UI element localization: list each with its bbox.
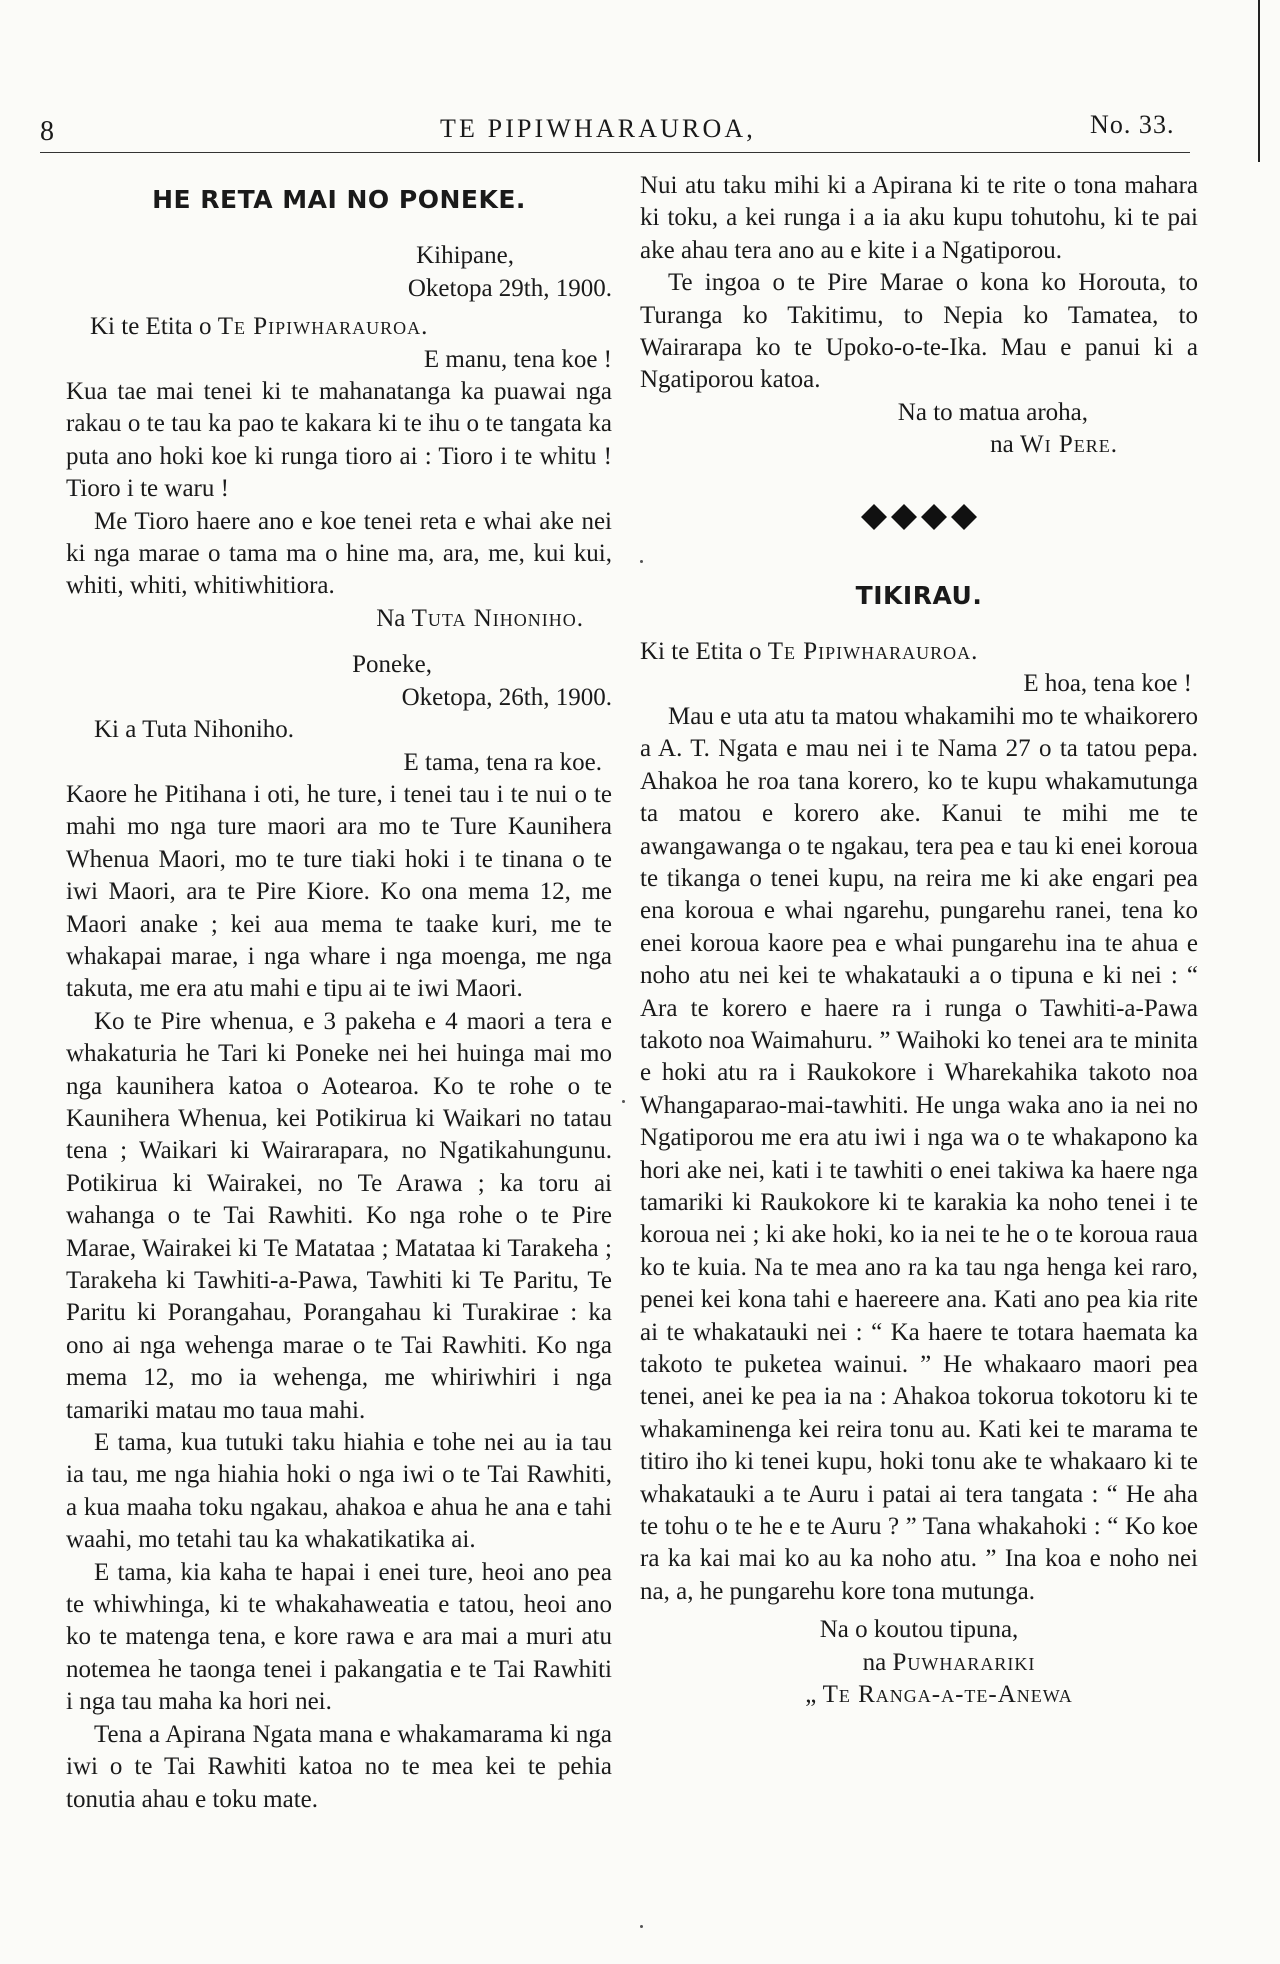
page-edge-rule	[1258, 0, 1260, 162]
letter1-addressee-name: Te Pipiwharauroa.	[217, 313, 429, 341]
letter1-greeting: E manu, tena koe !	[423, 345, 612, 373]
header-rule	[40, 152, 1190, 153]
letter2-closing: Na to matua aroha,	[897, 398, 1088, 426]
letter2-signature-prefix: na	[990, 431, 1014, 459]
letter1-addressee-prefix: Ki te Etita o	[90, 313, 212, 341]
page-number: 8	[40, 116, 54, 147]
letter2-addressee: Ki a Tuta Nihoniho.	[94, 716, 295, 744]
letter3-signature-1-prefix: na	[862, 1648, 887, 1676]
letter3-addressee-prefix: Ki te Etita o	[640, 638, 762, 666]
diamond-ornament-icon	[951, 504, 977, 530]
letter3-closing: Na o koutou tipuna,	[819, 1616, 1019, 1644]
stray-dot	[622, 1100, 625, 1103]
letter2-signature	[640, 429, 1198, 461]
diamond-ornament-icon	[861, 504, 887, 530]
letter2-paragraph-3: E tama, kua tutuki taku hiahia e tohe nei au ia tau ia tau, me nga hiahia hoki o nga iwi o te Tai Rawhiti, a kua maaha toku ngakau, ahakoa e ahua he ana e tahi waahi, mo tetahi tau ka whakatikatika ai.	[66, 1429, 612, 1554]
stray-dot	[640, 1925, 643, 1928]
letter3-greeting: E hoa, tena koe !	[1023, 670, 1192, 698]
letter3-signature-1	[640, 1647, 1198, 1679]
letter1-place: Kihipane,	[416, 242, 514, 270]
letter1-signature-name: Tuta Nihoniho.	[411, 604, 584, 632]
letter3-signature-2	[640, 1679, 1198, 1711]
letter2-paragraph-5: Tena a Apirana Ngata mana e whakamarama ki nga iwi o te Tai Rawhiti katoa no te mea kei te pehia tonutia ahau e toku mate.	[66, 1720, 612, 1813]
letter3-addressee-name: Te Pipiwharauroa.	[767, 638, 979, 666]
letter2-signature-name: Wi Pere.	[1020, 431, 1118, 459]
letter2-paragraph-6: Nui atu taku mihi ki a Apirana ki te rite o tona mahara ki toku, a kei runga i a ia aku kupu tohutohu, ki te pai ake ahau tera ano au e kite i a Ngatiporou.	[640, 172, 1198, 264]
diamond-ornament-icon	[891, 504, 917, 530]
page-header	[0, 0, 1280, 160]
letter1-addressee	[66, 311, 612, 343]
letter1-body2: Me Tioro haere ano e koe tenei reta e whai ake nei ki nga marae o tama ma o hine ma, ara, me, kui kui, whiti, whiti, whitiwhitiora.	[66, 507, 612, 600]
letter1-body1: Kua tae mai tenei ki te mahanatanga ka puawai nga rakau o te tau ka pao te kakara ki te ihu o te tangata ka puta ano hoki koe ki runga tioro ai : Tioro i te whitu ! Tioro i te waru !	[66, 378, 612, 503]
issue-number: No. 33.	[1090, 110, 1175, 139]
masthead: TE PIPIWHARAUROA,	[440, 114, 756, 143]
diamond-ornament-icon	[921, 504, 947, 530]
letter1-date: Oketopa 29th, 1900.	[407, 274, 612, 302]
letter2-paragraph-2: Ko te Pire whenua, e 3 pakeha e 4 maori a tera e whakaturia he Tari ki Poneke nei hei huinga mai mo nga kaunihera katoa o Aotearoa. Ko te rohe o te Kaunihera Whenua, kei Potikirua ki Waikari no tatau tena ; Waikari ki Wairarapara, no Ngatikahungunu. Potikirua ki Wairakei, no Te Arawa ; ka toru ai wahanga o te Tai Rawhiti. Ko nga rohe o te Pire Marae, Wairakei ki Te Matataa ; Matataa ki Tarakeha ; Tarakeha ki Tawhiti-a-Pawa, Tawhiti ki Te Paritu, Te Paritu ki Porangahau, Porangahau ki Turakirae : ka ono ai nga wehenga marae o te Tai Rawhiti. Ko nga mema 12, mo ia wehenga, me whiriwhiri i nga tamariki matau mo taua mahi.	[66, 1007, 612, 1424]
letter3-signature-2-mark: „	[805, 1681, 817, 1709]
letter2-date: Oketopa, 26th, 1900.	[401, 683, 612, 711]
letter3-addressee	[640, 636, 1198, 668]
letter1-signature	[66, 603, 612, 635]
letter3-paragraph-1: Mau e uta atu ta matou whakamihi mo te whaikorero a A. T. Ngata e mau nei i te Nama 27 o ta tatou pepa. Ahakoa he roa tana korero, ko te kupu whakamutunga ta matou e korero ake. Kanui te mihi me te awangawanga o te ngakau, tera pea e tau ki enei koroua te tikanga o tenei kupu, na reira me ki ake engari pea ena koroua e whai ngarehu, pungarehu ranei, tena ko enei koroua kaore pea e whai pungarehu ina te ahua e noho atu nei kei te whakatauki a o tipuna e ki nei : “ Ara te korero e haere ra i runga o Tawhiti-a-Pawa takoto noa Waimahuru. ” Waihoki ko tenei ara te minita e hoki atu ra i Raukokore i Wharekahika takoto noa Whangaparao-mai-tawhiti. He unga waka ano ia nei no Ngatiporou me era atu iwi i nga wa o te whakapono ka hori ake nei, kati i te tawhiti o enei takiwa ka haere nga tamariki ki Raukokore ki te karakia ka noho tenei i te koroua nei ; ki ake hoki, ko ia nei te he o te koroua raua ko te kuia. Na te mea ano ra ka tau nga henga kei raro, penei kei kona tahi e haereere ana. Kati ano pea kia rite ai te whakatauki nei : “ Ka haere te totara haemata ka takoto te puketea wainui. ” He whakaaro maori pea tenei, anei ke pea ia na : Ahakoa tokorua tokotoru ki te whakaminenga kei reira tonu au. Kati kei te marama te titiro iho ki tenei kupu, hoki tonu ake te whakaaro ki te whakatauki a te Auru i patai ai tera tangata : “ He aha te tohu o te he e te Auru ? ” Tana whakahoki : “ Ko koe ra ka kai mai ko au ka noho atu. ” Ina koa e noho nei na, a, he pungarehu kore tona mutunga.	[640, 702, 1198, 1605]
letter3-signature-1-name: Puwharariki	[892, 1648, 1036, 1676]
letter3-signature-2-name: Te Ranga-a-te-Anewa	[822, 1681, 1073, 1709]
stray-dot	[640, 560, 643, 563]
letter2-paragraph-4: E tama, kia kaha te hapai i enei ture, heoi ano pea te whiwhinga, ki te whakahaweatia e tatou, heoi ano ko te matenga tena, e kore rawa e ara mai a muri atu notemea he taonga tenei i pakangatia e te Tai Rawhiti i nga tau maha ka hori nei.	[66, 1558, 612, 1716]
left-column	[66, 170, 612, 1816]
letter3-title: TIKIRAU.	[855, 580, 983, 610]
letter1-signature-prefix: Na	[376, 604, 406, 632]
letter2-place: Poneke,	[352, 651, 432, 679]
right-column	[640, 170, 1198, 1711]
letter2-greeting: E tama, tena ra koe.	[403, 748, 602, 776]
letter1-title: HE RETA MAI NO PONEKE.	[152, 185, 526, 214]
letter2-paragraph-7: Te ingoa o te Pire Marae o kona ko Horouta, to Turanga ko Takitimu, to Nepia ko Tamatea, to Wairarapa ko te Upoko-o-te-Ika. Mau e panui ki a Ngatiporou katoa.	[640, 269, 1198, 394]
section-divider	[640, 504, 1198, 530]
letter2-paragraph-1: Kaore he Pitihana i oti, he ture, i tenei tau i te nui o te mahi mo nga ture maori ara mo te Ture Kaunihera Whenua Maori, mo te ture tiaki hoki i te tinana o te iwi Maori, ara te Pire Kiore. Ko ona mema 12, me Maori anake ; kei aua mema te taake kuri, me te whakapai marae, i nga whare i nga moenga, me nga takuta, me era atu mahi e tipu ai te iwi Maori.	[66, 780, 612, 1003]
